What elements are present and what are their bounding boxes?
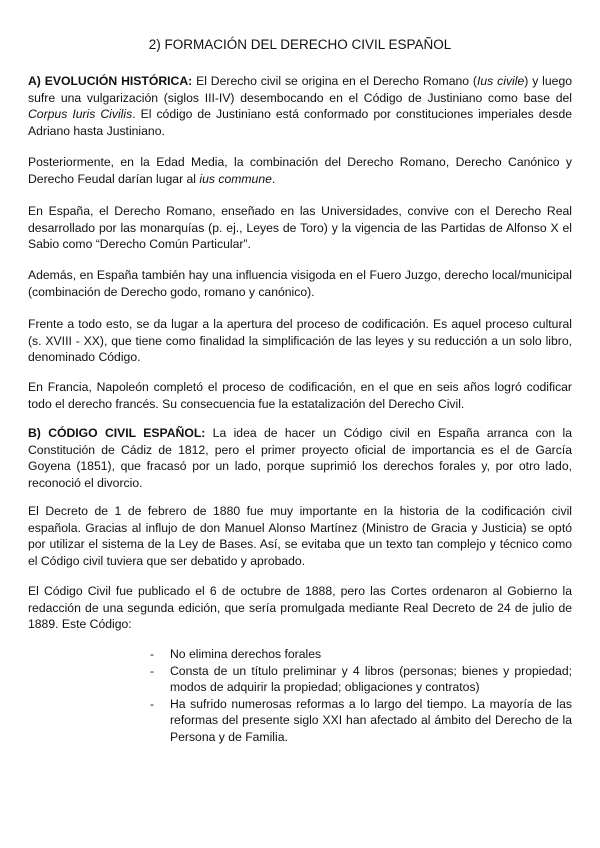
- section-b-heading: B) CÓDIGO CIVIL ESPAÑOL:: [28, 426, 206, 440]
- section-a-paragraph-2: [28, 154, 572, 187]
- italic-term: Ius civile: [477, 74, 525, 88]
- bullet-dash: -: [150, 647, 155, 661]
- list-item-text: Consta de un título preliminar y 4 libros (personas; bienes y propiedad; modos de adquirir la propiedad; obligaciones y contratos): [170, 663, 572, 694]
- text-span: El Derecho civil se origina en el Derecho Romano (: [192, 74, 477, 88]
- section-b-paragraph-2: El Decreto de 1 de febrero de 1880 fue muy importante en la historia de la codificación civil española. Gracias al influjo de don Manuel Alonso Martínez (Ministro de Gracia y Justicia) se optó por utilizar el sistema de la Ley de Bases. Así, se evitaba que un texto tan complejo y técnico como el Código civil tuviera que ser debatido y aprobado.: [28, 504, 572, 568]
- italic-term: Corpus Iuris Civilis: [28, 107, 133, 121]
- section-b-paragraph-1: [28, 425, 572, 491]
- section-a-paragraph-6: En Francia, Napoleón completó el proceso de codificación, en el que en seis años logró codificar todo el derecho francés. Su consecuencia fue la estatalización del Derecho Civil.: [28, 380, 572, 411]
- section-a-paragraph-3: En España, el Derecho Romano, enseñado en las Universidades, convive con el Derecho Real desarrollado por las monarquías (p. ej., Leyes de Toro) y la vigencia de las Partidas de Alfonso X el Sabio como “Derecho Común Particular”.: [28, 204, 572, 251]
- list-item: [150, 696, 572, 746]
- italic-term: ius commune: [199, 171, 272, 186]
- page-title: 2) FORMACIÓN DEL DERECHO CIVIL ESPAÑOL: [148, 37, 452, 52]
- text-span: Posteriormente, en la Edad Media, la combinación del Derecho Romano, Derecho Canónico y Derecho Feudal darían lugar al: [28, 155, 572, 186]
- list-item: [150, 663, 572, 696]
- section-a-paragraph-1: [28, 73, 572, 139]
- list-item-text: No elimina derechos forales: [170, 647, 322, 661]
- code-features-list: [150, 646, 572, 745]
- bullet-dash: -: [150, 663, 155, 678]
- text-span: . El código de Justiniano está conformado por constituciones imperiales desde Adriano hasta Justiniano.: [28, 107, 573, 138]
- list-item-text: Ha sufrido numerosas reformas a lo largo del tiempo. La mayoría de las reformas del presente siglo XXI han afectado al ámbito del Derecho de la Persona y de Familia.: [170, 696, 572, 744]
- section-a-paragraph-5: Frente a todo esto, se da lugar a la apertura del proceso de codificación. Es aquel proceso cultural (s. XVIII - XX), que tiene como finalidad la simplificación de las leyes y su reducción a un solo libro, denominado Código.: [28, 317, 572, 364]
- text-span: .: [271, 171, 276, 186]
- section-a-heading: A) EVOLUCIÓN HISTÓRICA:: [28, 74, 193, 88]
- section-b-paragraph-3: El Código Civil fue publicado el 6 de octubre de 1888, pero las Cortes ordenaron al Gobierno la redacción de una segunda edición, que sería promulgada mediante Real Decreto de 24 de julio de 1889. Este Código:: [28, 584, 572, 631]
- bullet-dash: -: [150, 696, 155, 711]
- text-span: La idea de hacer un Código civil en España arranca con la Constitución de Cádiz de 1812, pero el primer proyecto oficial de importancia es el de García Goyena (1851), que fracasó por un lado, porque suprimió los derechos forales y, por otro lado, reconoció el divorcio.: [28, 426, 572, 490]
- list-item: [150, 646, 572, 663]
- section-a-paragraph-4: Además, en España también hay una influencia visigoda en el Fuero Juzgo, derecho local/municipal (combinación de Derecho godo, romano y canónico).: [28, 268, 572, 299]
- text-span: ) y luego sufre una vulgarización (siglos III-IV) desembocando en el Código de Justiniano como base del: [28, 74, 573, 105]
